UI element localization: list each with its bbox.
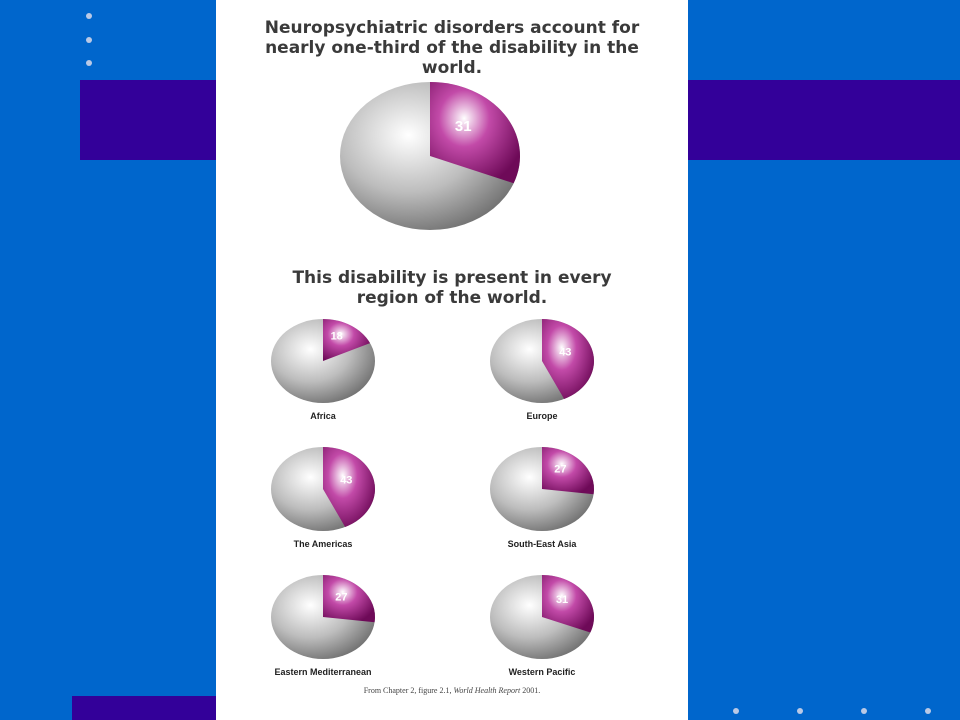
pie-western-pacific — [490, 575, 594, 677]
pie-africa — [271, 319, 375, 421]
region-label: Eastern Mediterranean — [274, 667, 372, 677]
pie-highlight-slice — [542, 447, 594, 494]
region-label: Europe — [526, 411, 558, 421]
bottom-accent-band — [72, 696, 222, 720]
source-report: World Health Report — [453, 686, 521, 695]
figure-panel — [216, 0, 688, 720]
pie-south-east-asia — [490, 447, 594, 549]
slice-value-label: 31 — [555, 593, 569, 606]
dot-icon — [86, 60, 92, 66]
pie-eastern-mediterranean — [271, 575, 375, 677]
slice-value-label: 43 — [559, 346, 572, 359]
figure-subtitle: This disability is present in every region of the world. — [292, 268, 612, 308]
region-label: Western Pacific — [508, 667, 576, 677]
dot-icon — [733, 708, 739, 714]
dot-icon — [797, 708, 803, 714]
figure-title: Neuropsychiatric disorders account for nearly one-third of the disability in the world. — [264, 18, 640, 78]
slice-value-label: 27 — [554, 463, 567, 476]
pie-the-americas — [271, 447, 375, 549]
region-label: The Americas — [293, 539, 353, 549]
slice-value-label: 18 — [330, 330, 343, 343]
source-prefix: From Chapter 2, figure 2.1, — [363, 686, 454, 695]
pie-world — [340, 82, 520, 230]
region-label: Africa — [310, 411, 336, 421]
source-citation — [216, 686, 688, 695]
pie-europe — [490, 319, 594, 421]
slice-value-label: 27 — [335, 591, 348, 604]
dot-icon — [86, 37, 92, 43]
slice-value-label: 31 — [454, 118, 472, 136]
dot-icon — [86, 13, 92, 19]
slice-value-label: 43 — [340, 474, 353, 487]
dot-icon — [861, 708, 867, 714]
region-label: South-East Asia — [507, 539, 577, 549]
source-suffix: 2001. — [520, 686, 541, 695]
pie-highlight-slice — [323, 575, 375, 622]
dot-icon — [925, 708, 931, 714]
pie-charts — [216, 0, 688, 720]
